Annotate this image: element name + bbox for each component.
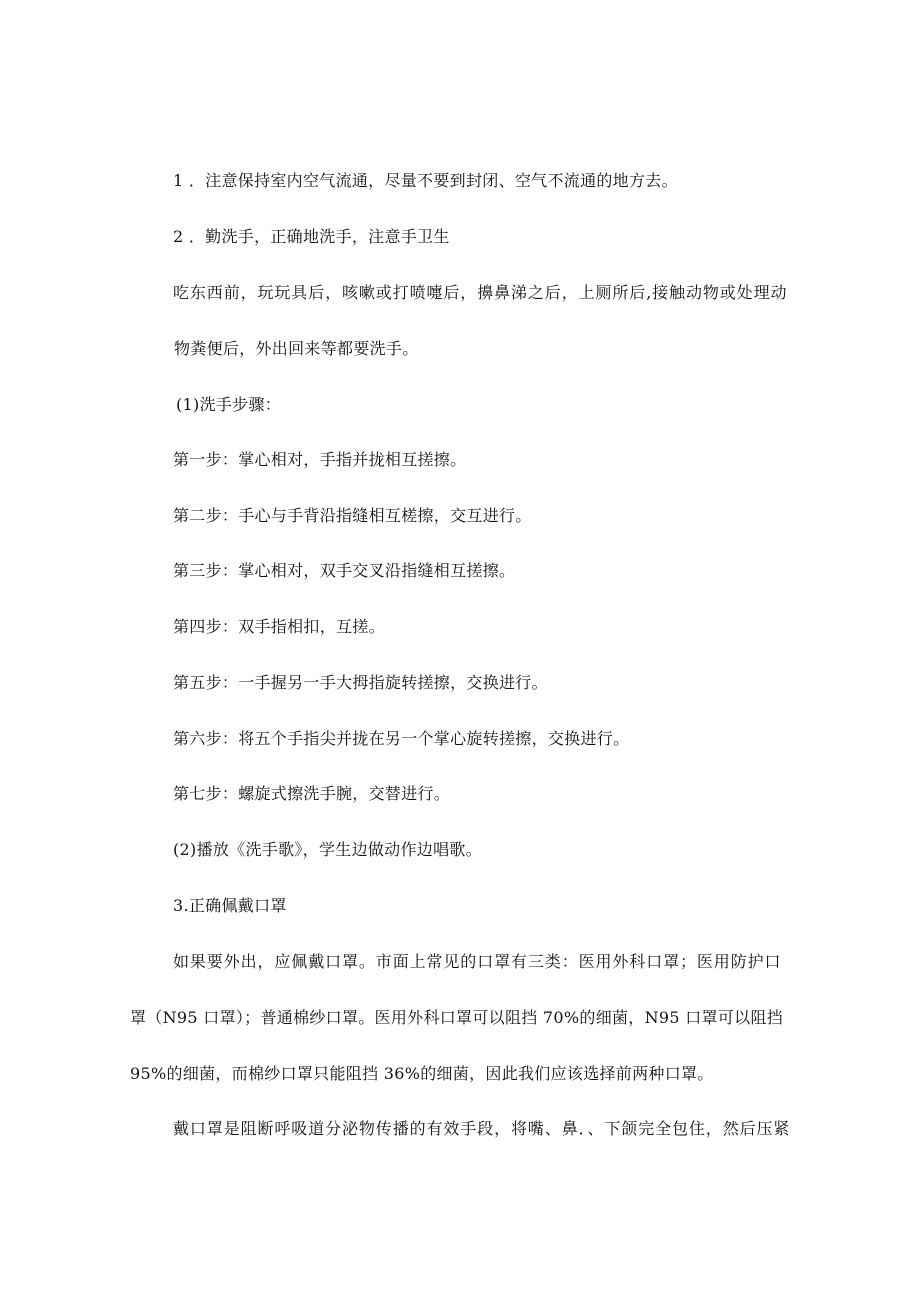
sub-2-heading: (2)播放《洗手歌》，学生边做动作边唱歌。 <box>173 840 482 859</box>
item-3-heading: 3.正确佩戴口罩 <box>173 896 287 915</box>
step-4: 第四步：双手指相扣，互搓。 <box>173 617 385 636</box>
item-2-heading: 2 ．勤洗手，正确地洗手，注意手卫生 <box>173 227 450 246</box>
step-5: 第五步：一手握另一手大拇指旋转搓擦，交换进行。 <box>173 673 548 692</box>
step-6: 第六步：将五个手指尖并拢在另一个掌心旋转搓擦，交换进行。 <box>173 729 630 748</box>
item-1-heading: 1 ．注意保持室内空气流通，尽量不要到封闭、空气不流通的地方去。 <box>173 171 678 190</box>
item-3-paragraph-line-3: 95%的细菌，而棉纱口罩只能阻挡 36%的细菌，因此我们应该选择前两种口罩。 <box>130 1064 714 1083</box>
step-1: 第一步：掌心相对，手指并拢相互搓擦。 <box>173 450 467 469</box>
sub-1-heading: (1)洗手步骤： <box>176 395 282 414</box>
step-2: 第二步：手心与手背沿指缝相互槎擦，交互进行。 <box>173 506 532 525</box>
item-3-paragraph-line-1: 如果要外出，应佩戴口罩。市面上常见的口罩有三类：医用外科口罩；医用防护口 <box>173 952 782 971</box>
item-2-paragraph-line-2: 物粪便后，外出回来等都要洗手。 <box>174 339 419 358</box>
item-2-paragraph-line-1: 吃东西前，玩玩具后，咳嗽或打喷嚏后，擤鼻涕之后，上厕所后,接触动物或处理动 <box>173 283 788 302</box>
step-7: 第七步：螺旋式擦洗手腕，交替进行。 <box>173 784 451 803</box>
item-3-paragraph-2-line-1: 戴口罩是阻断呼吸道分泌物传播的有效手段，将嘴、鼻．、下颌完全包住，然后压紧 <box>173 1119 791 1138</box>
step-3: 第三步：掌心相对，双手交叉沿指缝相互搓擦。 <box>173 561 516 580</box>
item-3-paragraph-line-2: 罩（N95 口罩）；普通棉纱口罩。医用外科口罩可以阻挡 70%的细菌，N95 口罩可以阻挡 <box>130 1008 784 1027</box>
